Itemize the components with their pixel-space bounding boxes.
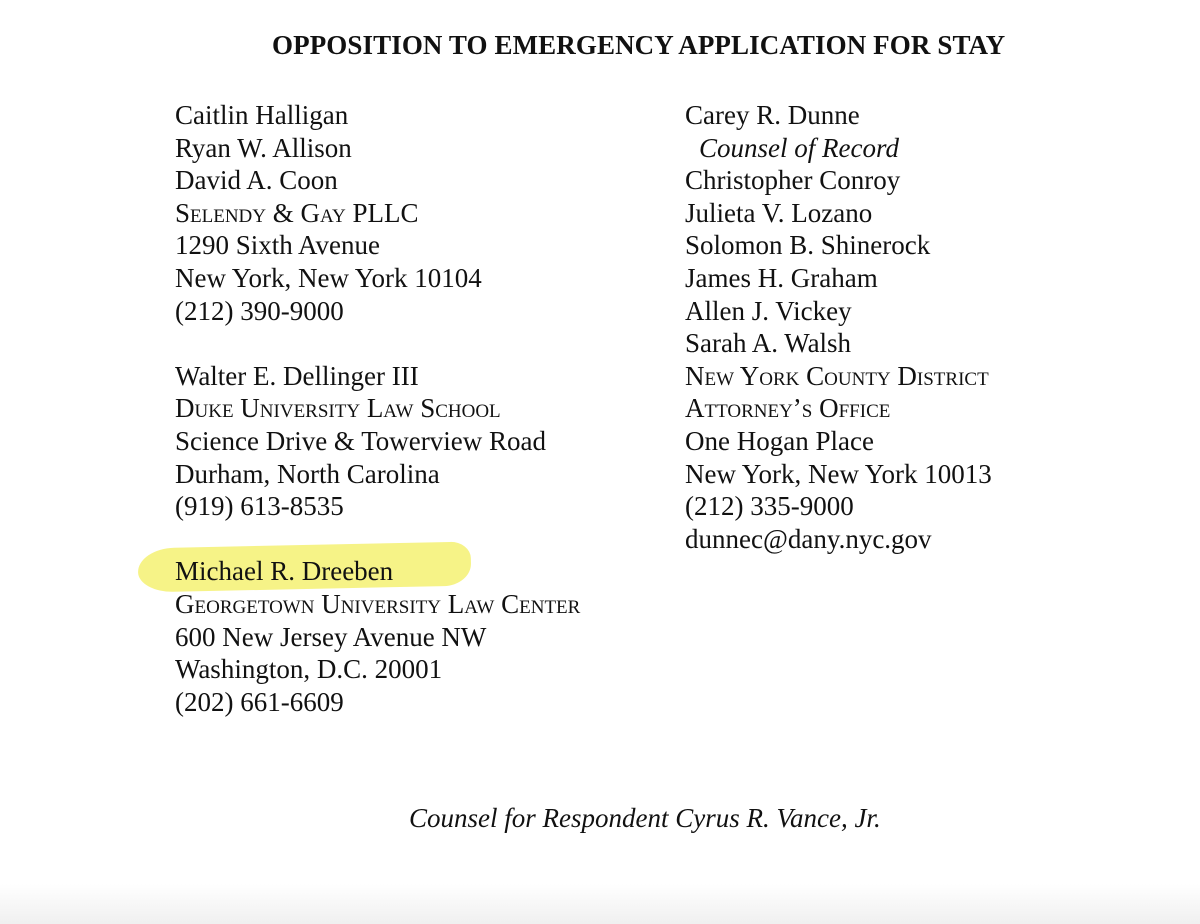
address-line: 1290 Sixth Avenue <box>175 230 380 261</box>
firm-name: Selendy & Gay PLLC <box>175 197 419 228</box>
highlighted-name-wrapper <box>175 555 393 588</box>
address-line: Washington, D.C. 20001 <box>175 654 443 685</box>
counsel-name: Walter E. Dellinger III <box>175 360 419 391</box>
lead-counsel-name: Carey R. Dunne <box>685 100 860 130</box>
phone-number: (919) 613-8535 <box>175 491 344 522</box>
address-line: Science Drive & Towerview Road <box>175 425 546 456</box>
right-counsel-column <box>685 99 992 555</box>
institution-name: Duke University Law School <box>175 393 501 424</box>
phone-number: (202) 661-6609 <box>175 686 344 717</box>
counsel-name: Allen J. Vickey <box>685 295 852 326</box>
address-line: 600 New Jersey Avenue NW <box>175 621 487 652</box>
address-line: New York, New York 10013 <box>685 458 992 489</box>
left-counsel-column <box>175 99 580 718</box>
phone-number: (212) 390-9000 <box>175 295 344 326</box>
highlighted-counsel-line <box>175 555 580 588</box>
counsel-name: David A. Coon <box>175 165 338 196</box>
document-title: OPPOSITION TO EMERGENCY APPLICATION FOR STAY <box>272 30 1006 60</box>
highlighted-counsel-name: Michael R. Dreeben <box>175 556 394 587</box>
counsel-for-respondent-footer: Counsel for Respondent Cyrus R. Vance, Jr. <box>409 803 881 833</box>
email-address: dunnec@dany.nyc.gov <box>685 523 932 554</box>
counsel-name: Sarah A. Walsh <box>685 328 852 359</box>
address-line: One Hogan Place <box>685 425 874 456</box>
counsel-name: Caitlin Halligan <box>175 100 349 130</box>
office-name: New York County District <box>685 360 989 391</box>
counsel-name: Ryan W. Allison <box>175 132 352 163</box>
address-line: New York, New York 10104 <box>175 262 482 293</box>
counsel-name: James H. Graham <box>685 262 878 293</box>
address-line: Durham, North Carolina <box>175 458 440 489</box>
page-edge-shade <box>0 884 1200 924</box>
counsel-name: Solomon B. Shinerock <box>685 230 931 261</box>
phone-number: (212) 335-9000 <box>685 491 854 522</box>
institution-name: Georgetown University Law Center <box>175 588 581 619</box>
office-name: Attorney’s Office <box>685 393 891 424</box>
counsel-role: Counsel of Record <box>699 132 899 163</box>
counsel-name: Christopher Conroy <box>685 165 901 196</box>
counsel-name: Julieta V. Lozano <box>685 197 873 228</box>
spacer <box>175 327 580 360</box>
